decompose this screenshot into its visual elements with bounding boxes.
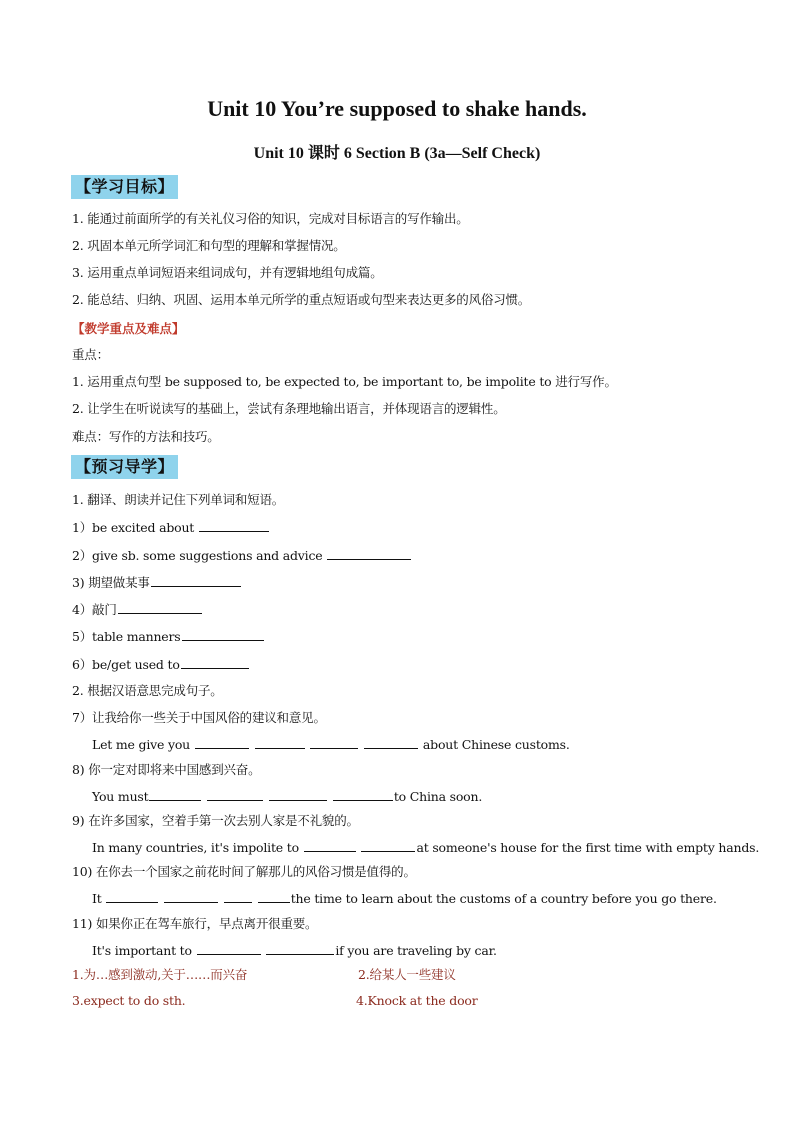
phrase-item: 1）be excited about [72,519,270,536]
answer-blank[interactable] [149,788,201,801]
answer-2: 2.给某人一些建议 [358,967,456,982]
answer-blank[interactable] [361,839,415,852]
sentence-en: Let me give you about Chinese customs. [92,737,570,752]
key-points-heading: 【教学重点及难点】 [72,321,185,336]
answer-blank[interactable] [304,839,356,852]
answer-blank[interactable] [364,736,418,749]
learning-goals-badge: 【学习目标】 [71,175,178,199]
document-title: Unit 10 You’re supposed to shake hands. [207,96,587,121]
goal-item: 1. 能通过前面所学的有关礼仪习俗的知识，完成对目标语言的写作输出。 [72,211,469,226]
answer-blank[interactable] [195,736,249,749]
focus-label: 重点： [72,347,109,362]
sentence-en: In many countries, it's impolite to at someone's house for the first time with empty hands. [92,840,760,855]
focus-item: 1. 运用重点句型 be supposed to, be expected to, be important to, be impolite to 进行写作。 [72,374,617,389]
phrase-item: 6）be/get used to [72,656,250,673]
answer-4: 4.Knock at the door [356,993,478,1008]
answer-blank[interactable] [327,547,411,560]
answer-blank[interactable] [269,788,327,801]
difficulty-text: 难点：写作的方法和技巧。 [72,429,220,444]
sentence-en: It's important to if you are traveling by car. [92,943,497,958]
answer-blank[interactable] [333,788,393,801]
phrase-item: 3) 期望做某事 [72,574,242,591]
answer-blank[interactable] [266,942,334,955]
sentence-cn: 11) 如果你正在驾车旅行，早点离开很重要。 [72,916,318,931]
sentence-en: It the time to learn about the customs of a country before you go there. [92,891,717,906]
answer-blank[interactable] [258,890,290,903]
preview-badge: 【预习导学】 [71,455,178,479]
phrase-item: 2）give sb. some suggestions and advice [72,547,412,564]
task-2-instruction: 2. 根据汉语意思完成句子。 [72,683,223,698]
sentence-en: You must to China soon. [92,789,483,804]
sentence-cn: 8) 你一定对即将来中国感到兴奋。 [72,762,261,777]
goal-item: 2. 能总结、归纳、巩固、运用本单元所学的重点短语或句型来表达更多的风俗习惯。 [72,292,531,307]
answer-blank[interactable] [181,656,249,669]
answer-blank[interactable] [164,890,218,903]
phrase-item: 5）table manners [72,628,265,645]
focus-item: 2. 让学生在听说读写的基础上，尝试有条理地输出语言，并体现语言的逻辑性。 [72,401,506,416]
answer-blank[interactable] [106,890,158,903]
answer-blank[interactable] [224,890,252,903]
goal-item: 2. 巩固本单元所学词汇和句型的理解和掌握情况。 [72,238,346,253]
answer-blank[interactable] [255,736,305,749]
answer-blank[interactable] [207,788,263,801]
phrase-item: 4）敲门 [72,601,203,618]
sentence-cn: 9) 在许多国家，空着手第一次去别人家是不礼貌的。 [72,813,359,828]
answer-blank[interactable] [310,736,358,749]
task-1-instruction: 1. 翻译、朗读并记住下列单词和短语。 [72,492,285,507]
answer-blank[interactable] [199,519,269,532]
answer-3: 3.expect to do sth. [72,993,186,1008]
goal-item: 3. 运用重点单词短语来组词成句，并有逻辑地组句成篇。 [72,265,383,280]
answer-1: 1.为…感到激动,关于……而兴奋 [72,967,248,982]
sentence-cn: 10) 在你去一个国家之前花时间了解那儿的风俗习惯是值得的。 [72,864,416,879]
sentence-cn: 7）让我给你一些关于中国风俗的建议和意见。 [72,710,326,725]
answer-blank[interactable] [118,601,202,614]
document-subtitle: Unit 10 课时 6 Section B (3a—Self Check) [253,145,541,162]
answer-blank[interactable] [151,574,241,587]
answer-blank[interactable] [182,628,264,641]
answer-blank[interactable] [197,942,261,955]
